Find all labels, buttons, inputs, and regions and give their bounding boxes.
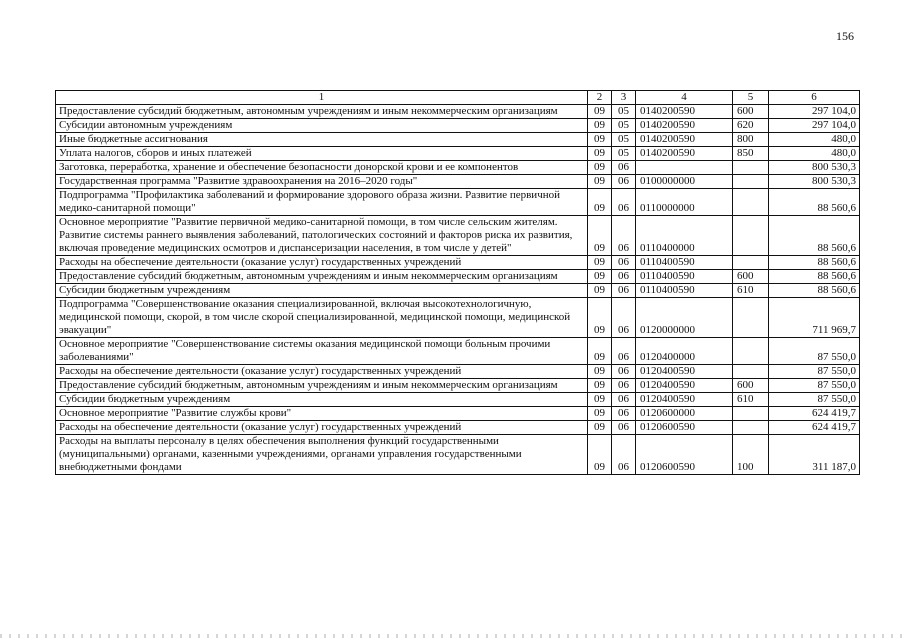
table-row [56, 147, 860, 161]
row-expense-type-cell [733, 338, 769, 365]
header-cell: 4 [636, 91, 733, 105]
row-expense-type-cell [733, 407, 769, 421]
header-cell: 3 [612, 91, 636, 105]
row-target-article-cell: 0120400590 [636, 365, 733, 379]
row-expense-type-cell: 610 [733, 284, 769, 298]
row-name-cell: Подпрограмма "Совершенствование оказания специализированной, включая высокотехнологичную, медицинской помощи, скорой, в том числе скорой специализированной, медицинской помощи, медицинской эвакуации" [56, 298, 588, 338]
row-section-cell: 09 [588, 216, 612, 256]
table-row [56, 161, 860, 175]
row-subsection-cell: 06 [612, 175, 636, 189]
row-name-cell: Иные бюджетные ассигнования [56, 133, 588, 147]
row-section-cell: 09 [588, 338, 612, 365]
row-section-cell: 09 [588, 393, 612, 407]
row-expense-type-cell: 600 [733, 270, 769, 284]
row-section-cell: 09 [588, 298, 612, 338]
row-expense-type-cell [733, 421, 769, 435]
row-amount-cell: 624 419,7 [769, 407, 860, 421]
row-amount-cell: 87 550,0 [769, 338, 860, 365]
row-subsection-cell: 06 [612, 338, 636, 365]
table-row [56, 256, 860, 270]
row-section-cell: 09 [588, 175, 612, 189]
row-section-cell: 09 [588, 365, 612, 379]
row-subsection-cell: 06 [612, 189, 636, 216]
table-row [56, 421, 860, 435]
row-section-cell: 09 [588, 133, 612, 147]
row-section-cell: 09 [588, 270, 612, 284]
row-expense-type-cell: 620 [733, 119, 769, 133]
row-name-cell: Основное мероприятие "Развитие службы крови" [56, 407, 588, 421]
row-amount-cell: 87 550,0 [769, 365, 860, 379]
row-section-cell: 09 [588, 284, 612, 298]
row-expense-type-cell: 850 [733, 147, 769, 161]
row-name-cell: Субсидии бюджетным учреждениям [56, 284, 588, 298]
row-target-article-cell: 0140200590 [636, 119, 733, 133]
row-target-article-cell: 0120600590 [636, 435, 733, 475]
row-expense-type-cell: 800 [733, 133, 769, 147]
row-section-cell: 09 [588, 147, 612, 161]
table-row [56, 175, 860, 189]
row-expense-type-cell: 610 [733, 393, 769, 407]
row-amount-cell: 800 530,3 [769, 175, 860, 189]
table-row [56, 284, 860, 298]
scan-edge-noise [0, 634, 905, 638]
row-amount-cell: 480,0 [769, 133, 860, 147]
table-header-row [56, 91, 860, 105]
row-target-article-cell: 0120400590 [636, 379, 733, 393]
row-amount-cell: 88 560,6 [769, 216, 860, 256]
table-row [56, 119, 860, 133]
row-target-article-cell [636, 161, 733, 175]
row-name-cell: Предоставление субсидий бюджетным, автономным учреждениям и иным некоммерческим организациям [56, 105, 588, 119]
row-target-article-cell: 0140200590 [636, 147, 733, 161]
row-target-article-cell: 0120000000 [636, 298, 733, 338]
row-amount-cell: 297 104,0 [769, 119, 860, 133]
row-target-article-cell: 0140200590 [636, 133, 733, 147]
table-row [56, 435, 860, 475]
row-amount-cell: 88 560,6 [769, 256, 860, 270]
row-subsection-cell: 06 [612, 379, 636, 393]
budget-table [55, 90, 860, 475]
row-amount-cell: 711 969,7 [769, 298, 860, 338]
row-section-cell: 09 [588, 189, 612, 216]
row-amount-cell: 624 419,7 [769, 421, 860, 435]
table-row [56, 189, 860, 216]
row-name-cell: Субсидии автономным учреждениям [56, 119, 588, 133]
row-name-cell: Заготовка, переработка, хранение и обеспечение безопасности донорской крови и ее компонентов [56, 161, 588, 175]
row-target-article-cell: 0120600000 [636, 407, 733, 421]
row-section-cell: 09 [588, 435, 612, 475]
table-row [56, 338, 860, 365]
row-section-cell: 09 [588, 379, 612, 393]
row-expense-type-cell [733, 161, 769, 175]
table-row [56, 270, 860, 284]
row-subsection-cell: 06 [612, 216, 636, 256]
row-subsection-cell: 05 [612, 133, 636, 147]
row-subsection-cell: 05 [612, 147, 636, 161]
table-row [56, 407, 860, 421]
page-number: 156 [836, 29, 854, 43]
row-subsection-cell: 06 [612, 284, 636, 298]
table-row [56, 105, 860, 119]
row-name-cell: Основное мероприятие "Совершенствование системы оказания медицинской помощи больным прочими заболеваниями" [56, 338, 588, 365]
row-section-cell: 09 [588, 407, 612, 421]
row-name-cell: Подпрограмма "Профилактика заболеваний и формирование здорового образа жизни. Развитие первичной медико-санитарной помощи" [56, 189, 588, 216]
row-target-article-cell: 0120600590 [636, 421, 733, 435]
row-target-article-cell: 0140200590 [636, 105, 733, 119]
row-section-cell: 09 [588, 119, 612, 133]
row-amount-cell: 480,0 [769, 147, 860, 161]
row-expense-type-cell [733, 175, 769, 189]
row-section-cell: 09 [588, 105, 612, 119]
row-target-article-cell: 0120400000 [636, 338, 733, 365]
row-name-cell: Основное мероприятие "Развитие первичной медико-санитарной помощи, в том числе сельским жителям. Развитие системы раннего выявления заболеваний, патологических состояний и факторов риска их развития, включая проведение медицинских осмотров и диспансеризации населения, в том числе у детей" [56, 216, 588, 256]
row-subsection-cell: 06 [612, 393, 636, 407]
row-name-cell: Расходы на обеспечение деятельности (оказание услуг) государственных учреждений [56, 365, 588, 379]
row-expense-type-cell: 600 [733, 379, 769, 393]
row-target-article-cell: 0110000000 [636, 189, 733, 216]
row-target-article-cell: 0110400590 [636, 270, 733, 284]
row-amount-cell: 87 550,0 [769, 379, 860, 393]
row-name-cell: Субсидии бюджетным учреждениям [56, 393, 588, 407]
row-target-article-cell: 0100000000 [636, 175, 733, 189]
row-subsection-cell: 06 [612, 421, 636, 435]
row-subsection-cell: 06 [612, 435, 636, 475]
row-expense-type-cell [733, 298, 769, 338]
table-row [56, 216, 860, 256]
row-name-cell: Уплата налогов, сборов и иных платежей [56, 147, 588, 161]
row-expense-type-cell [733, 256, 769, 270]
row-amount-cell: 800 530,3 [769, 161, 860, 175]
row-expense-type-cell [733, 189, 769, 216]
row-subsection-cell: 06 [612, 270, 636, 284]
row-subsection-cell: 06 [612, 365, 636, 379]
row-amount-cell: 87 550,0 [769, 393, 860, 407]
header-cell: 1 [56, 91, 588, 105]
header-cell: 6 [769, 91, 860, 105]
row-section-cell: 09 [588, 421, 612, 435]
row-target-article-cell: 0110400590 [636, 284, 733, 298]
table-row [56, 379, 860, 393]
row-target-article-cell: 0110400000 [636, 216, 733, 256]
row-target-article-cell: 0120400590 [636, 393, 733, 407]
table-row [56, 393, 860, 407]
row-name-cell: Государственная программа "Развитие здравоохранения на 2016–2020 годы" [56, 175, 588, 189]
row-subsection-cell: 05 [612, 119, 636, 133]
row-amount-cell: 311 187,0 [769, 435, 860, 475]
row-section-cell: 09 [588, 256, 612, 270]
header-cell: 2 [588, 91, 612, 105]
row-expense-type-cell: 100 [733, 435, 769, 475]
row-subsection-cell: 06 [612, 407, 636, 421]
row-name-cell: Расходы на обеспечение деятельности (оказание услуг) государственных учреждений [56, 421, 588, 435]
row-name-cell: Предоставление субсидий бюджетным, автономным учреждениям и иным некоммерческим организациям [56, 270, 588, 284]
row-expense-type-cell: 600 [733, 105, 769, 119]
row-expense-type-cell [733, 216, 769, 256]
row-name-cell: Расходы на обеспечение деятельности (оказание услуг) государственных учреждений [56, 256, 588, 270]
row-subsection-cell: 06 [612, 256, 636, 270]
row-amount-cell: 88 560,6 [769, 284, 860, 298]
table-row [56, 298, 860, 338]
row-target-article-cell: 0110400590 [636, 256, 733, 270]
row-subsection-cell: 05 [612, 105, 636, 119]
row-section-cell: 09 [588, 161, 612, 175]
row-amount-cell: 88 560,6 [769, 270, 860, 284]
row-subsection-cell: 06 [612, 298, 636, 338]
row-amount-cell: 88 560,6 [769, 189, 860, 216]
header-cell: 5 [733, 91, 769, 105]
row-subsection-cell: 06 [612, 161, 636, 175]
table-row [56, 365, 860, 379]
row-name-cell: Предоставление субсидий бюджетным, автономным учреждениям и иным некоммерческим организациям [56, 379, 588, 393]
table-row [56, 133, 860, 147]
row-amount-cell: 297 104,0 [769, 105, 860, 119]
row-name-cell: Расходы на выплаты персоналу в целях обеспечения выполнения функций государственными (муниципальными) органами, казенными учреждениями, органами управления государственными внебюджетными фондами [56, 435, 588, 475]
row-expense-type-cell [733, 365, 769, 379]
